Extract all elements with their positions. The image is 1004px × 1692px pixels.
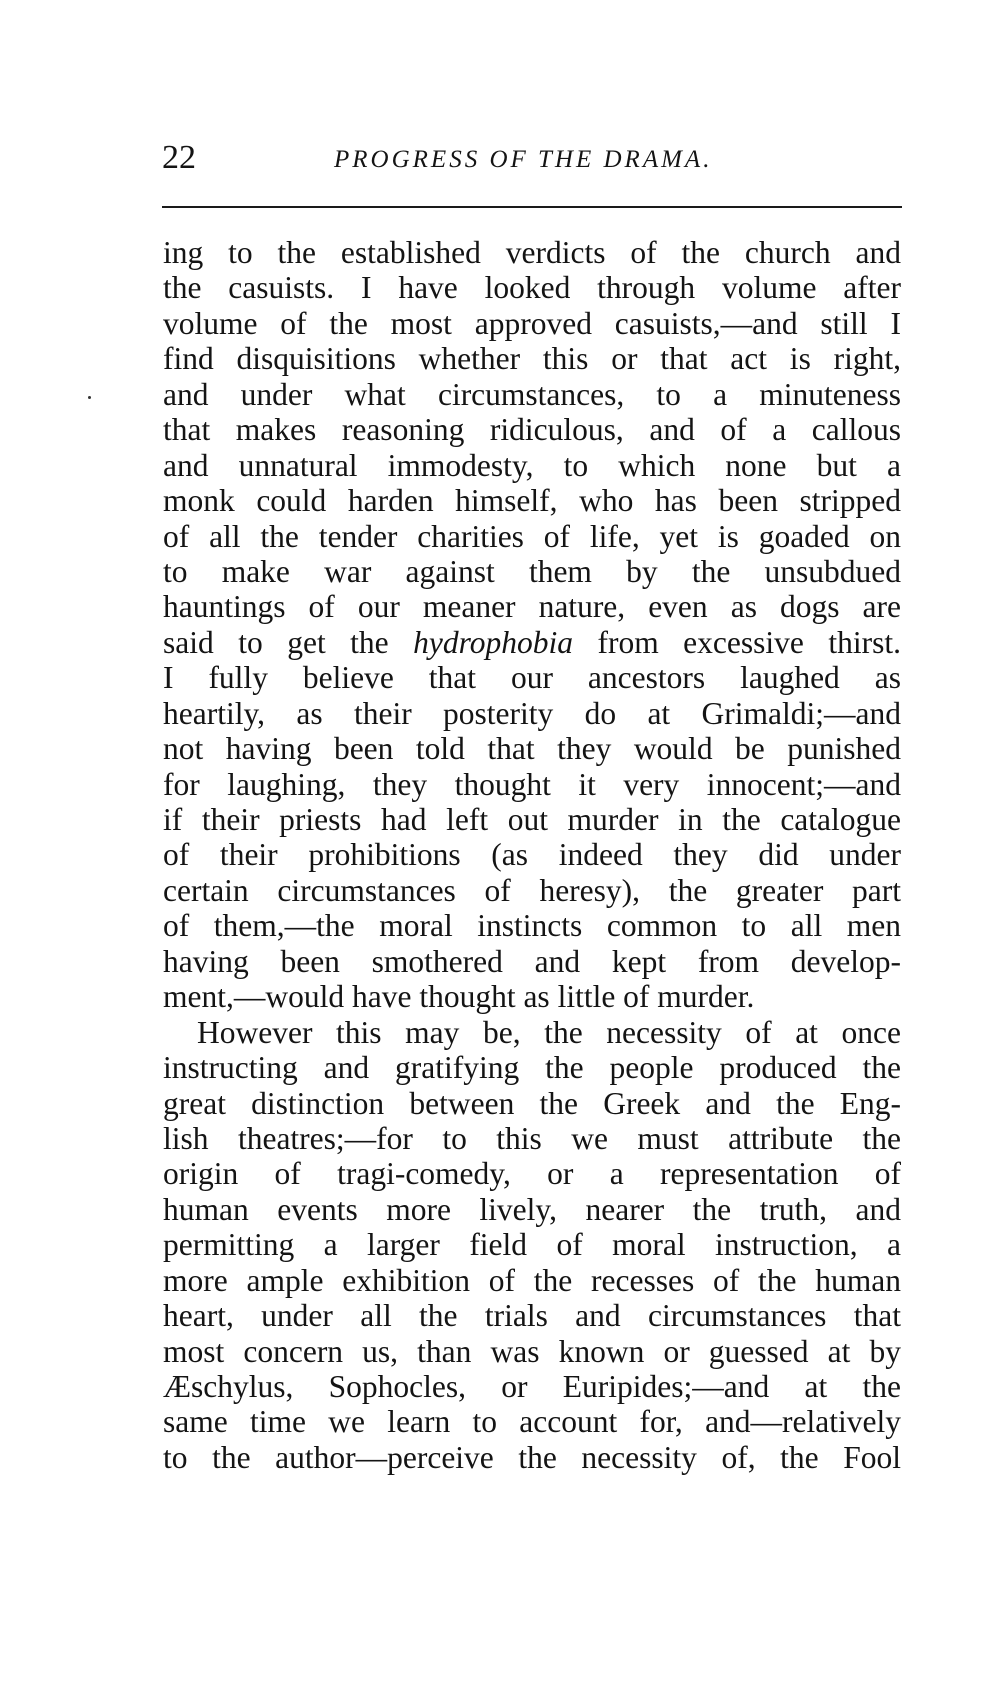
text-line: not having been told that they would be punished bbox=[163, 731, 901, 767]
text-line: if their priests had left out murder in the catalogue bbox=[163, 802, 901, 837]
text-line: origin of tragi-comedy, or a representation of bbox=[163, 1156, 901, 1192]
running-title: PROGRESS OF THE DRAMA. bbox=[334, 146, 713, 173]
text-line: human events more lively, nearer the truth, and bbox=[163, 1191, 901, 1227]
text-line: and unnatural immodesty, to which none but a bbox=[163, 447, 901, 483]
text-line: certain circumstances of heresy), the greater part bbox=[163, 872, 901, 908]
text-line-with-italic bbox=[163, 625, 901, 660]
page-header bbox=[162, 136, 902, 180]
text-line: of all the tender charities of life, yet is goaded on bbox=[163, 518, 901, 554]
text-line: However this may be, the necessity of at once bbox=[197, 1014, 901, 1050]
text-line: Æschylus, Sophocles, or Euripides;—and at the bbox=[163, 1369, 901, 1404]
margin-speck bbox=[88, 396, 91, 399]
header-rule bbox=[162, 206, 902, 208]
paragraph-1 bbox=[163, 235, 901, 1015]
text-line: ment,—would have thought as little of murder. bbox=[163, 979, 755, 1015]
text-line: instructing and gratifying the people produced the bbox=[163, 1050, 901, 1086]
text-line: for laughing, they thought it very innocent;—and bbox=[163, 766, 901, 802]
text-line: I fully believe that our ancestors laughed as bbox=[163, 660, 901, 696]
text-line: the casuists. I have looked through volume after bbox=[163, 270, 901, 306]
text-line: permitting a larger field of moral instruction, a bbox=[163, 1227, 901, 1263]
text-line: same time we learn to account for, and—relatively bbox=[163, 1404, 901, 1440]
text-line: of them,—the moral instincts common to all men bbox=[163, 908, 901, 944]
text-line: heart, under all the trials and circumstances that bbox=[163, 1298, 901, 1334]
text-line: to the author—perceive the necessity of, the Fool bbox=[163, 1439, 901, 1475]
text-line: monk could harden himself, who has been stripped bbox=[163, 483, 901, 519]
text-line: that makes reasoning ridiculous, and of a callous bbox=[163, 412, 901, 448]
text-line: to make war against them by the unsubdued bbox=[163, 553, 901, 589]
text-line: most concern us, than was known or guessed at by bbox=[163, 1333, 901, 1369]
text-line: great distinction between the Greek and the Eng- bbox=[163, 1085, 901, 1121]
italic-word: hydrophobia bbox=[413, 624, 573, 660]
text-fragment: said to get the bbox=[163, 624, 414, 660]
text-line: volume of the most approved casuists,—and still I bbox=[163, 305, 901, 341]
text-line: ing to the established verdicts of the church and bbox=[163, 235, 901, 270]
text-line: find disquisitions whether this or that act is right, bbox=[163, 341, 901, 377]
page-number: 22 bbox=[162, 139, 196, 176]
text-line: hauntings of our meaner nature, even as dogs are bbox=[163, 589, 901, 625]
text-fragment: from excessive thirst. bbox=[572, 624, 901, 660]
paragraph-2 bbox=[163, 1015, 901, 1476]
text-line: more ample exhibition of the recesses of the human bbox=[163, 1262, 901, 1298]
text-line: of their prohibitions (as indeed they did under bbox=[163, 837, 901, 873]
text-line: lish theatres;—for to this we must attribute the bbox=[163, 1120, 901, 1156]
text-line: having been smothered and kept from develop- bbox=[163, 943, 901, 979]
text-line: heartily, as their posterity do at Grimaldi;—and bbox=[163, 695, 901, 731]
body-text bbox=[163, 235, 901, 1475]
text-line: and under what circumstances, to a minuteness bbox=[163, 376, 901, 412]
